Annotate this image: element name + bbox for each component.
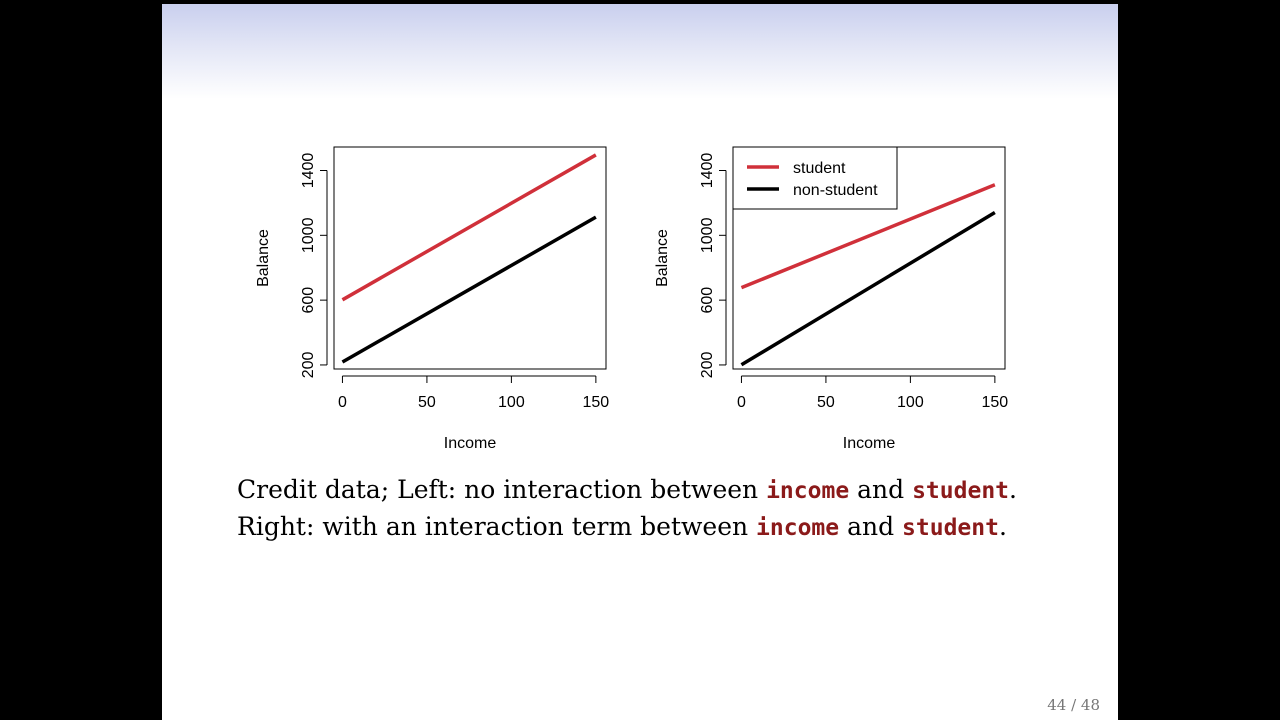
y-tick-label: 1400: [699, 152, 716, 189]
y-tick-label: 600: [300, 286, 317, 314]
y-tick-label: 200: [699, 351, 716, 379]
x-axis-label: Income: [842, 435, 896, 452]
caption-text: Credit data; Left: no interaction between: [237, 475, 767, 504]
page-number: 44 / 48: [1047, 696, 1100, 714]
caption-code-student: student: [912, 478, 1010, 504]
x-tick-label: 0: [736, 394, 746, 411]
x-tick-label: 50: [817, 394, 835, 411]
y-tick-label: 1400: [300, 152, 317, 189]
chart-right: [162, 4, 1118, 720]
caption-text: .: [998, 512, 1007, 541]
caption-text: .: [1009, 475, 1017, 504]
caption-line-1: [237, 472, 1097, 509]
y-tick-label: 1000: [300, 217, 317, 254]
x-tick-label: 0: [337, 394, 347, 411]
caption-code-income: income: [766, 478, 850, 504]
legend-label-non-student: non-student: [793, 182, 878, 199]
legend-box: [733, 147, 897, 209]
x-tick-label: 100: [498, 394, 525, 411]
caption-code-income: income: [756, 515, 840, 541]
caption-line-2: [237, 509, 1097, 546]
x-tick-label: 150: [981, 394, 1009, 411]
x-axis-label: Income: [443, 435, 497, 452]
caption: [237, 472, 1097, 546]
x-tick-label: 150: [582, 394, 610, 411]
slide: [162, 4, 1118, 720]
x-tick-label: 50: [418, 394, 436, 411]
y-tick-label: 600: [699, 286, 716, 314]
caption-text: Right: with an interaction term between: [237, 512, 757, 541]
legend-label-student: student: [793, 160, 846, 177]
x-tick-label: 100: [897, 394, 924, 411]
caption-code-student: student: [902, 515, 999, 541]
caption-text: and: [849, 475, 913, 504]
caption-text: and: [839, 512, 903, 541]
y-axis-label: Balance: [654, 229, 671, 287]
y-tick-label: 1000: [699, 217, 716, 254]
y-tick-label: 200: [300, 351, 317, 379]
y-axis-label: Balance: [255, 229, 272, 287]
